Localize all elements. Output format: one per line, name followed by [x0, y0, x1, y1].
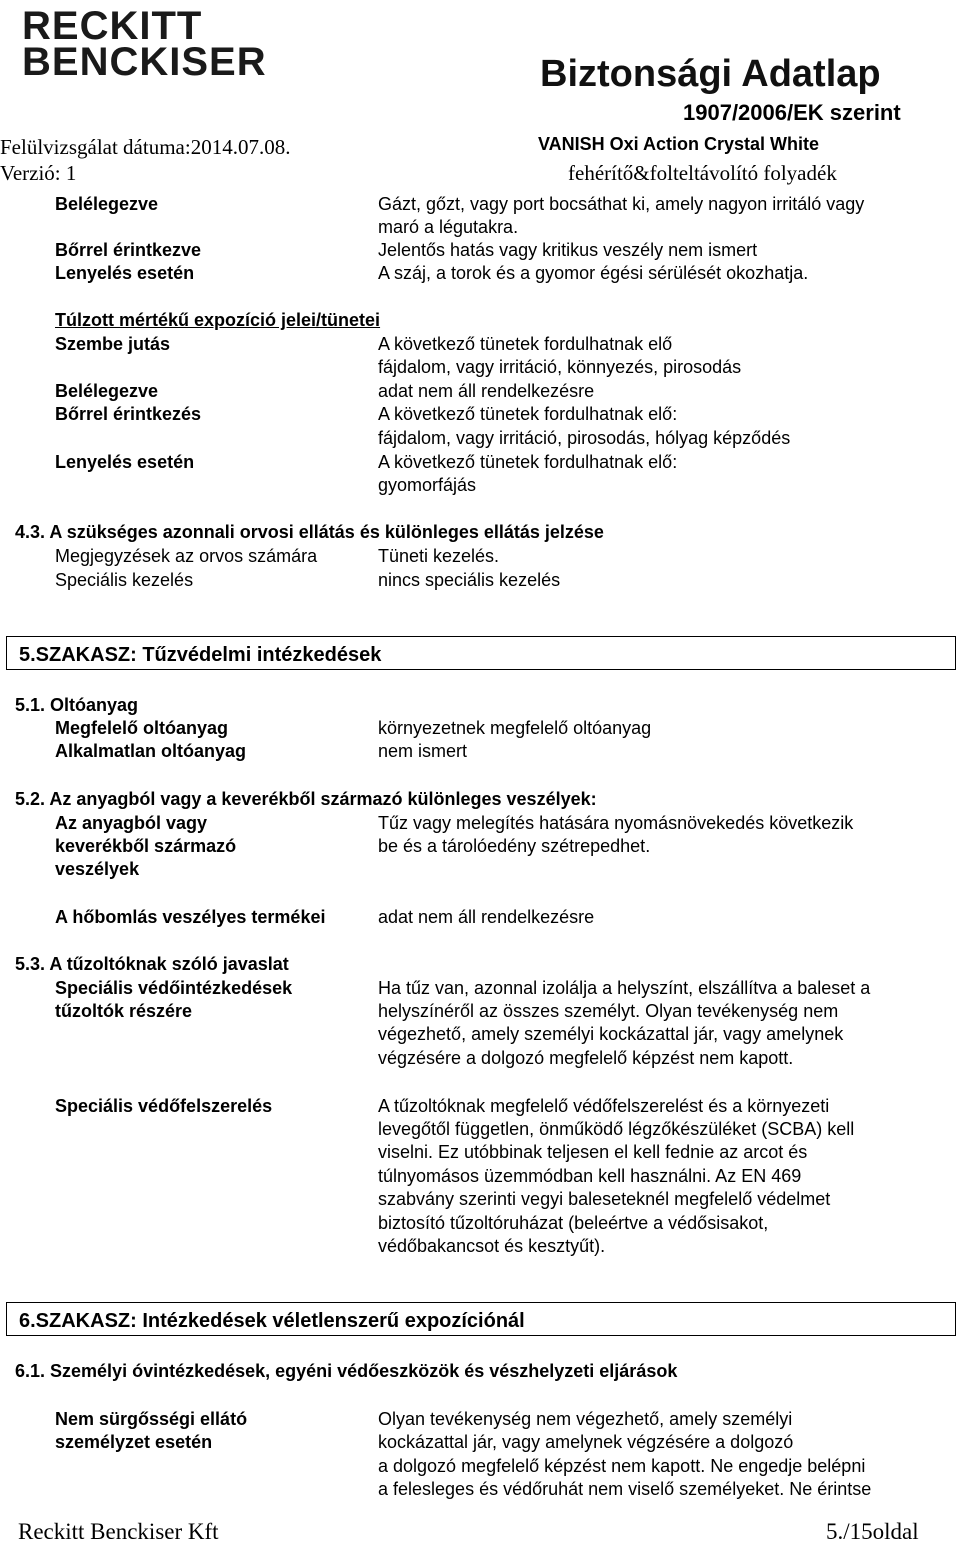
product-type: fehérítő&folteltávolító folyadék — [568, 161, 837, 185]
effects-skin-text: Jelentős hatás vagy kritikus veszély nem ismert — [378, 240, 758, 260]
protective-equipment-text-6: biztosító tűzoltóruházat (beleértve a védősisakot, — [378, 1213, 769, 1233]
logo-line-1: RECKITT — [22, 4, 203, 48]
protective-equipment-text-1: A tűzoltóknak megfelelő védőfelszerelést és a környezeti — [378, 1096, 830, 1116]
overexposure-eye-text-1: A következő tünetek fordulhatnak elő — [378, 334, 673, 354]
effects-inhalation-label: Belélegezve — [55, 194, 159, 214]
overexposure-skin-text-2: fájdalom, vagy irritáció, pirosodás, hólyag képződés — [378, 428, 791, 448]
version: Verzió: 1 — [0, 161, 77, 185]
section-4-3-heading: 4.3. A szükséges azonnali orvosi ellátás és különleges ellátás jelzése — [15, 522, 604, 542]
section-5-title: 5.SZAKASZ: Tűzvédelmi intézkedések — [19, 644, 382, 666]
effects-ingestion-text: A száj, a torok és a gyomor égési sérülését okozhatja. — [378, 263, 809, 283]
non-emergency-text-2: kockázattal jár, vagy amelynek végzésére a dolgozó — [378, 1432, 794, 1452]
product-name: VANISH Oxi Action Crystal White — [538, 134, 820, 154]
protective-equipment-text-7: védőbakancsot és kesztyűt). — [378, 1236, 606, 1256]
footer-company: Reckitt Benckiser Kft — [18, 1519, 219, 1544]
overexposure-skin-label: Bőrrel érintkezés — [55, 404, 202, 424]
hazard-label-line-2: keverékből származó — [55, 836, 237, 856]
effects-inhalation-text-1: Gázt, gőzt, vagy port bocsáthat ki, amely nagyon irritáló vagy — [378, 194, 865, 214]
non-emergency-label-2: személyzet esetén — [55, 1432, 213, 1452]
firefighter-actions-text-4: végzésére a dolgozó megfelelő képzést nem kapott. — [378, 1048, 794, 1068]
protective-equipment-text-4: túlnyomásos üzemmódban kell használni. Az EN 469 — [378, 1166, 802, 1186]
footer-page-number: 5./15oldal — [826, 1519, 919, 1544]
firefighter-actions-text-1: Ha tűz van, azonnal izolálja a helyszínt, elszállítva a baleset a — [378, 978, 871, 998]
hazard-text-line-2: be és a tárolóedény szétrepedhet. — [378, 836, 651, 856]
protective-equipment-label: Speciális védőfelszerelés — [55, 1096, 273, 1116]
protective-equipment-text-5: szabvány szerinti vegyi baleseteknél megfelelő védelmet — [378, 1189, 831, 1209]
regulation-reference: 1907/2006/EK szerint — [683, 100, 901, 125]
overexposure-heading: Túlzott mértékű expozíció jelei/tünetei — [55, 310, 381, 330]
special-treatment-label: Speciális kezelés — [55, 570, 194, 590]
doctor-notes-label: Megjegyzések az orvos számára — [55, 546, 318, 566]
suitable-media-text: környezetnek megfelelő oltóanyag — [378, 718, 652, 738]
section-5-3-heading: 5.3. A tűzoltóknak szóló javaslat — [15, 954, 289, 974]
overexposure-ingestion-text-2: gyomorfájás — [378, 475, 477, 495]
protective-equipment-text-2: levegőtől független, önműködő légzőkészüléket (SCBA) kell — [378, 1119, 855, 1139]
document-title: Biztonsági Adatlap — [540, 53, 881, 95]
overexposure-skin-text-1: A következő tünetek fordulhatnak elő: — [378, 404, 678, 424]
suitable-media-label: Megfelelő oltóanyag — [55, 718, 229, 738]
section-5-2-heading: 5.2. Az anyagból vagy a keverékből származó különleges veszélyek: — [15, 789, 597, 809]
section-6-1-heading: 6.1. Személyi óvintézkedések, egyéni védőeszközök és vészhelyzeti eljárások — [15, 1361, 678, 1381]
firefighter-actions-text-2: helyszínéről az összes személyt. Olyan tevékenység nem — [378, 1001, 839, 1021]
decomposition-label: A hőbomlás veszélyes termékei — [55, 907, 326, 927]
firefighter-actions-label-1: Speciális védőintézkedések — [55, 978, 293, 998]
effects-skin-label: Bőrrel érintkezve — [55, 240, 202, 260]
revision-date: Felülvizsgálat dátuma:2014.07.08. — [0, 135, 291, 159]
logo-line-2: BENCKISER — [22, 40, 267, 84]
special-treatment-text: nincs speciális kezelés — [378, 570, 561, 590]
effects-inhalation-text-2: maró a légutakra. — [378, 217, 519, 237]
non-emergency-text-1: Olyan tevékenység nem végezhető, amely személyi — [378, 1409, 793, 1429]
hazard-text-line-1: Tűz vagy melegítés hatására nyomásnövekedés következik — [378, 813, 854, 833]
doctor-notes-text: Tüneti kezelés. — [378, 546, 500, 566]
non-emergency-label-1: Nem sürgősségi ellátó — [55, 1409, 248, 1429]
overexposure-eye-text-2: fájdalom, vagy irritáció, könnyezés, pirosodás — [378, 357, 742, 377]
company-logo — [22, 4, 267, 84]
overexposure-inhalation-label: Belélegezve — [55, 381, 159, 401]
firefighter-actions-text-3: végezhető, amely személyi kockázattal jár, vagy amelynek — [378, 1024, 844, 1044]
overexposure-eye-label: Szembe jutás — [55, 334, 171, 354]
hazard-label-line-3: veszélyek — [55, 859, 140, 879]
overexposure-ingestion-label: Lenyelés esetén — [55, 452, 195, 472]
section-6-title: 6.SZAKASZ: Intézkedések véletlenszerű expozíciónál — [19, 1310, 525, 1332]
decomposition-text: adat nem áll rendelkezésre — [378, 907, 595, 927]
section-5-header — [6, 636, 956, 670]
section-6-header — [6, 1302, 956, 1336]
non-emergency-text-4: a felesleges és védőruhát nem viselő személyeket. Ne érintse — [378, 1479, 872, 1499]
overexposure-ingestion-text-1: A következő tünetek fordulhatnak elő: — [378, 452, 678, 472]
unsuitable-media-label: Alkalmatlan oltóanyag — [55, 741, 247, 761]
overexposure-inhalation-text: adat nem áll rendelkezésre — [378, 381, 595, 401]
hazard-label-line-1: Az anyagból vagy — [55, 813, 208, 833]
non-emergency-text-3: a dolgozó megfelelő képzést nem kapott. Ne engedje belépni — [378, 1456, 866, 1476]
unsuitable-media-text: nem ismert — [378, 741, 468, 761]
section-5-1-heading: 5.1. Oltóanyag — [15, 695, 139, 715]
firefighter-actions-label-2: tűzoltók részére — [55, 1001, 193, 1021]
protective-equipment-text-3: viselni. Ez utóbbinak teljesen el kell fednie az arcot és — [378, 1142, 808, 1162]
effects-ingestion-label: Lenyelés esetén — [55, 263, 195, 283]
